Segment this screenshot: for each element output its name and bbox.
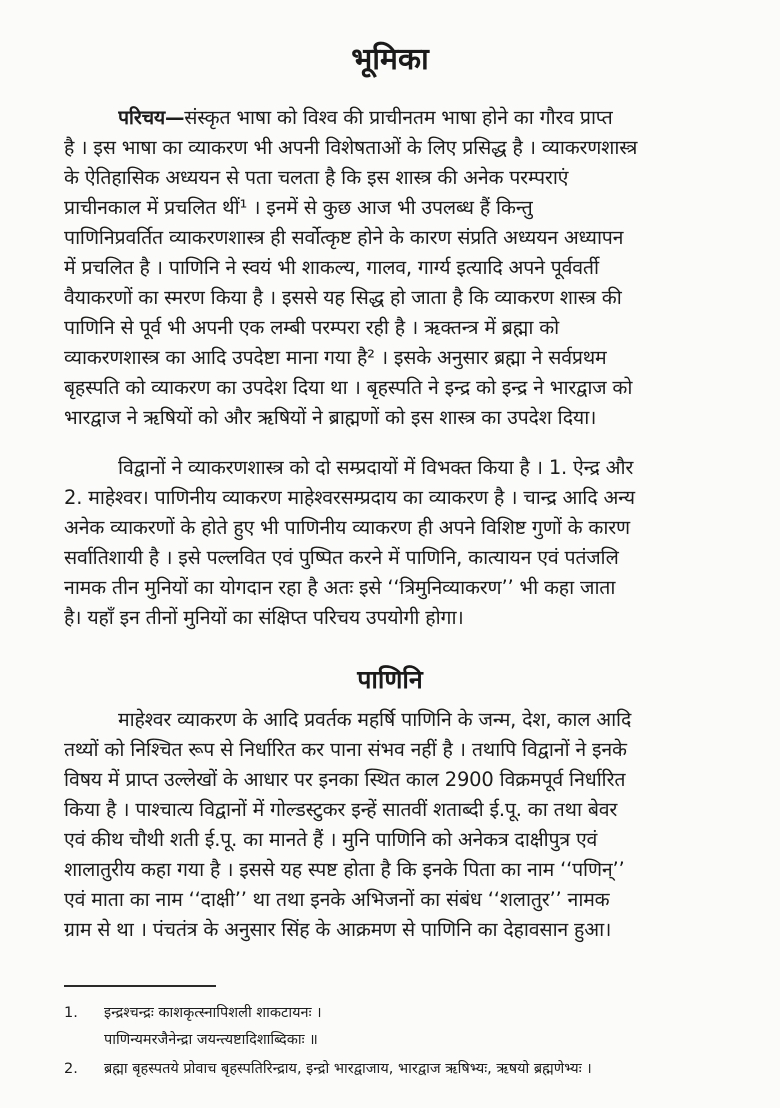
paragraph-line: के ऐतिहासिक अध्ययन से पता चलता है कि इस शास्त्र की अनेक परम्पराएं: [64, 166, 569, 189]
paragraph-line: है । इस भाषा का व्याकरण भी अपनी विशेषताओं के लिए प्रसिद्ध है । व्याकरणशास्त्र: [64, 136, 638, 159]
paragraph-line: ग्राम से था । पंचतंत्र के अनुसार सिंह के आक्रमण से पाणिनि का देहावसान हुआ।: [64, 918, 612, 941]
paragraph-line: माहेश्वर व्याकरण के आदि प्रवर्तक महर्षि पाणिनि के जन्म, देश, काल आदि: [118, 708, 632, 731]
paragraph-line: है। यहाँ इन तीनों मुनियों का संक्षिप्त परिचय उपयोगी होगा।: [64, 606, 464, 629]
footnote-text: इन्द्रश्चन्द्रः काशकृत्स्नापिशली शाकटायनः ।: [104, 1005, 322, 1021]
paragraph-line: अनेक व्याकरणों के होते हुए भी पाणिनीय व्याकरण ही अपने विशिष्ट गुणों के कारण: [64, 516, 630, 539]
paragraph-line: एवं कीथ चौथी शती ई.पू. का मानते हैं । मुनि पाणिनि को अनेकत्र दाक्षीपुत्र एवं: [64, 828, 598, 851]
paragraph-line: 2. माहेश्वर। पाणिनीय व्याकरण माहेश्वरसम्प्रदाय का व्याकरण है । चान्द्र आदि अन्य: [64, 486, 635, 509]
paragraph-line: प्राचीनकाल में प्रचलित थीं¹ । इनमें से कुछ आज भी उपलब्ध हैं किन्तु: [64, 196, 533, 219]
paragraph-line: भारद्वाज ने ऋषियों को और ऋषियों ने ब्राह्मणों को इस शास्त्र का उपदेश दिया।: [64, 406, 597, 429]
paragraph-line: परिचय—संस्कृत भाषा को विश्व की प्राचीनतम भाषा होने का गौरव प्राप्त: [118, 106, 613, 129]
paragraph-line: सर्वातिशायी है । इसे पल्लवित एवं पुष्पित करने में पाणिनि, कात्यायन एवं पतंजलि: [64, 546, 619, 569]
section-heading: पाणिनि: [357, 665, 423, 694]
paragraph-line: नामक तीन मुनियों का योगदान रहा है अतः इसे ‘‘त्रिमुनिव्याकरण’’ भी कहा जाता: [64, 576, 616, 599]
paragraph-line: शालातुरीय कहा गया है । इससे यह स्पष्ट होता है कि इनके पिता का नाम ‘‘पणिन्’’: [64, 858, 625, 881]
paragraph-line: विद्वानों ने व्याकरणशास्त्र को दो सम्प्रदायों में विभक्त किया है । 1. ऐन्द्र और: [118, 456, 634, 479]
paragraph-line: एवं माता का नाम ‘‘दाक्षी’’ था तथा इनके अभिजनों का संबंध ‘‘शलातुर’’ नामक: [64, 888, 610, 911]
paragraph-lead-heading: परिचय—: [118, 106, 185, 129]
paragraph-line: विषय में प्राप्त उल्लेखों के आधार पर इनका स्थित काल 2900 विक्रमपूर्व निर्धारित: [64, 768, 626, 791]
paragraph-line: में प्रचलित है । पाणिनि ने स्वयं भी शाकल्य, गालव, गार्ग्य इत्यादि अपने पूर्ववर्ती: [64, 256, 599, 279]
footnote-2: [64, 1056, 592, 1082]
paragraph-line: व्याकरणशास्त्र का आदि उपदेष्टा माना गया है² । इसके अनुसार ब्रह्मा ने सर्वप्रथम: [64, 346, 607, 369]
footnote-text: ब्रह्मा बृहस्पतये प्रोवाच बृहस्पतिरिन्द्राय, इन्द्रो भारद्वाजाय, भारद्वाज ऋषिभ्यः, ऋषयो ब्रह्मणेभ्यः ।: [104, 1061, 592, 1077]
paragraph-line: पाणिनि से पूर्व भी अपनी एक लम्बी परम्परा रही है । ऋक्तन्त्र में ब्रह्मा को: [64, 316, 560, 339]
paragraph-line: पाणिनिप्रवर्तित व्याकरणशास्त्र ही सर्वोत्कृष्ट होने के कारण संप्रति अध्ययन अध्यापन: [64, 226, 624, 249]
paragraph-line: किया है । पाश्चात्य विद्वानों में गोल्डस्टुकर इन्हें सातवीं शताब्दी ई.पू. का तथा बेवर: [64, 798, 618, 821]
footnote-divider: [64, 985, 216, 987]
footnote-number: 1.: [64, 1005, 78, 1021]
paragraph-line: तथ्यों को निश्चित रूप से निर्धारित कर पाना संभव नहीं है । तथापि विद्वानों ने इनके: [64, 738, 627, 761]
footnote-1-continuation: पाणिन्यमरजैनेन्द्रा जयन्त्यष्टादिशाब्दिकाः ॥: [104, 1032, 318, 1048]
page-title: भूमिका: [351, 42, 429, 77]
paragraph-line: बृहस्पति को व्याकरण का उपदेश दिया था । बृहस्पति ने इन्द्र को इन्द्र ने भारद्वाज को: [64, 376, 633, 399]
footnote-number: 2.: [64, 1061, 78, 1077]
paragraph-line: वैयाकरणों का स्मरण किया है । इससे यह सिद्ध हो जाता है कि व्याकरण शास्त्र की: [64, 286, 622, 309]
footnote-1: [64, 1000, 322, 1026]
